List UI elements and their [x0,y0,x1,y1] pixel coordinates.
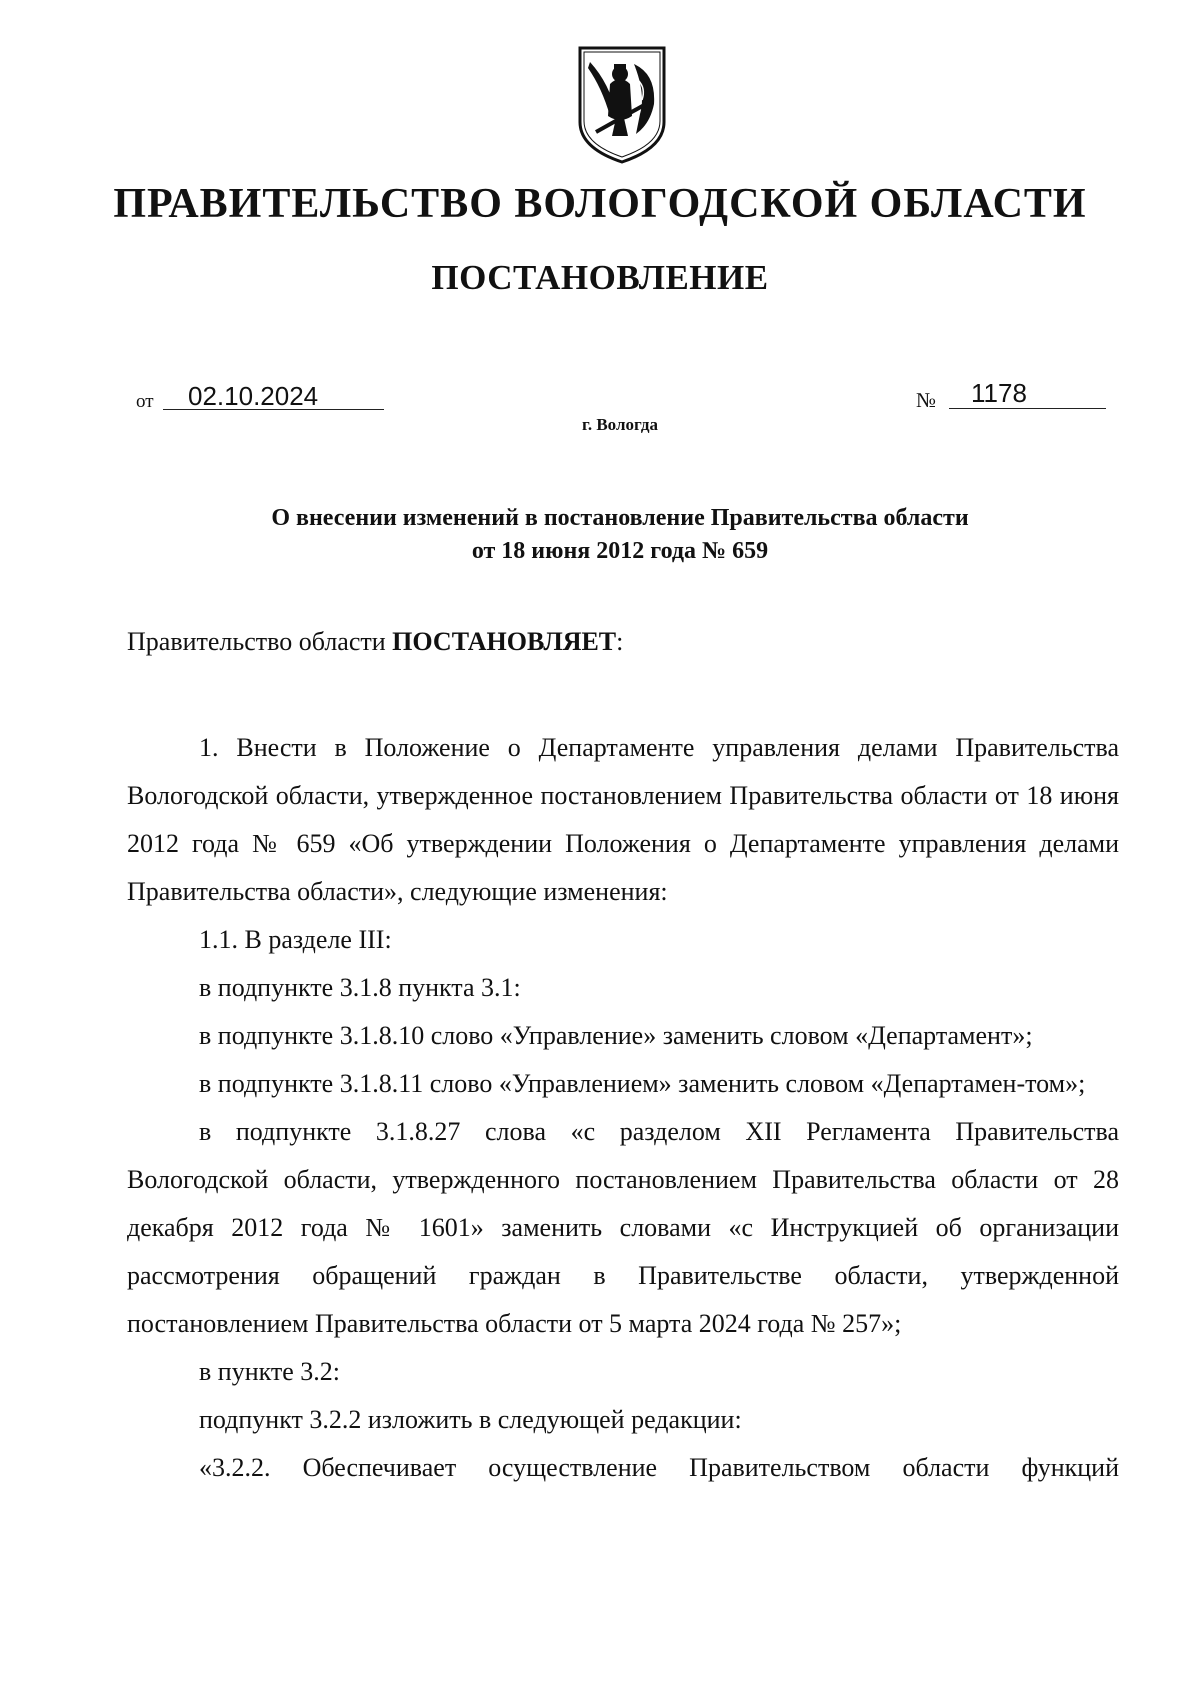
number-label: № [916,388,937,412]
city: г. Вологда [582,415,658,434]
document-body [127,724,1119,1492]
intro-text: Правительство области [127,627,393,656]
paragraph: 1.1. В разделе III: [199,925,392,954]
date-label: от [136,391,154,412]
document-date: 02.10.2024 [188,381,319,411]
paragraph: в пункте 3.2: [199,1357,341,1386]
document-type: ПОСТАНОВЛЕНИЕ [431,258,769,297]
document-number: 1178 [971,378,1027,408]
paragraph: в подпункте 3.1.8.11 слово «Управлением» заменить словом «Департамен-том»; [199,1069,1086,1098]
subject-line-2: от 18 июня 2012 года № 659 [471,538,769,564]
document-subject [0,502,1200,568]
coat-of-arms-icon [576,44,668,166]
paragraph: «3.2.2. Обеспечивает осуществление Правительством области функций [199,1453,1119,1482]
paragraph: в подпункте 3.1.8.27 слова «с разделом XII Регламента Правительства Вологодской области, утвержденного постановлением Правительства области от 28 декабря 2012 года № 1601» заменить словами «с Инструкцией об организации рассмотрения обращений граждан в Правительстве области, утвержденной постановлением Правительства области от 5 марта 2024 года № 257»; [127,1117,1119,1338]
paragraph: в подпункте 3.1.8 пункта 3.1: [199,973,521,1002]
paragraph: в подпункте 3.1.8.10 слово «Управление» заменить словом «Департамент»; [199,1021,1033,1050]
paragraph: подпункт 3.2.2 изложить в следующей редакции: [199,1405,742,1434]
subject-line-1: О внесении изменений в постановление Правительства области [271,505,969,531]
intro-keyword: ПОСТАНОВЛЯЕТ [392,627,617,656]
intro-sentence [127,627,623,657]
organization-title: ПРАВИТЕЛЬСТВО ВОЛОГОДСКОЙ ОБЛАСТИ [113,181,1087,227]
paragraph: 1. Внести в Положение о Департаменте управления делами Правительства Вологодской области, утвержденное постановлением Правительства области от 18 июня 2012 года № 659 «Об утверждении Положения о Департаменте управления делами Правительства области», следующие изменения: [127,733,1119,906]
intro-colon: : [616,627,624,656]
